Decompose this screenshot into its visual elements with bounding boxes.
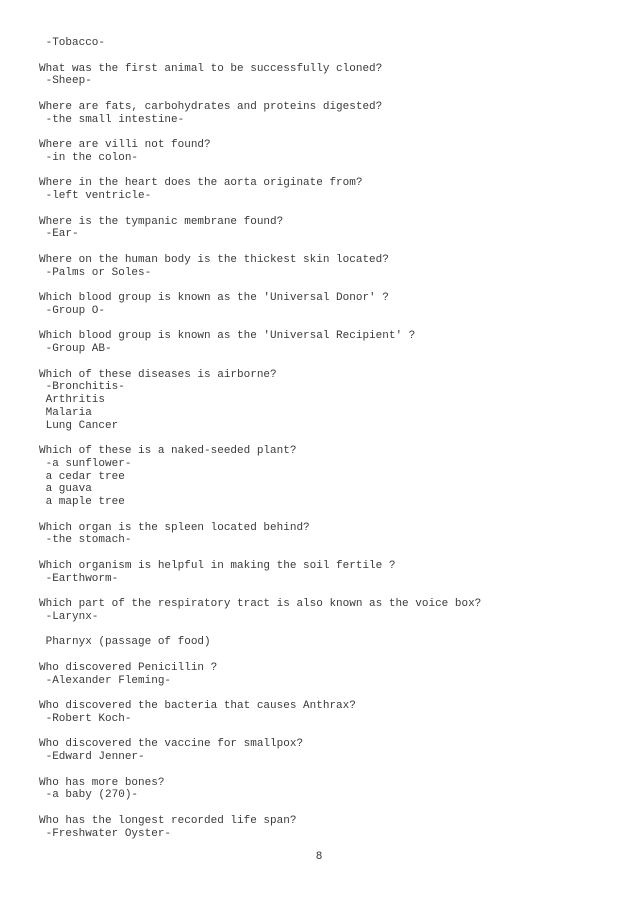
- blank-line: [39, 649, 619, 662]
- text-line: Which organ is the spleen located behind?: [39, 521, 310, 534]
- blank-line: [39, 356, 619, 369]
- text-line: -Freshwater Oyster-: [39, 827, 172, 840]
- text-line: -Group AB-: [39, 343, 112, 355]
- text-line: -a baby (270)-: [39, 789, 139, 802]
- text-line: Who discovered Penicillin ?: [39, 661, 218, 674]
- text-line: -Earthworm-: [39, 572, 119, 585]
- text-line: Pharnyx (passage of food): [39, 636, 211, 649]
- text-line: a guava: [39, 483, 92, 496]
- text-line: What was the first animal to be successfully cloned?: [39, 62, 383, 75]
- text-line: Lung Cancer: [39, 419, 119, 432]
- blank-line: [39, 585, 619, 598]
- blank-line: [39, 241, 619, 254]
- text-line: Who discovered the vaccine for smallpox?: [39, 738, 304, 751]
- blank-line: [39, 318, 619, 331]
- blank-line: [39, 509, 619, 522]
- text-line: -Palms or Soles-: [39, 266, 152, 279]
- text-line: -the stomach-: [39, 534, 132, 547]
- blank-line: [39, 624, 619, 637]
- text-line: Which of these is a naked-seeded plant?: [39, 445, 297, 457]
- text-line: Which blood group is known as the 'Universal Recipient' ?: [39, 330, 416, 343]
- text-line: -a sunflower-: [39, 457, 132, 470]
- blank-line: [39, 50, 619, 63]
- blank-line: [39, 165, 619, 178]
- text-line: -Group O-: [39, 304, 106, 317]
- text-line: -Larynx-: [39, 610, 99, 623]
- document-body: [39, 37, 619, 840]
- text-line: -Bronchitis-: [39, 381, 125, 394]
- text-line: Which blood group is known as the 'Universal Donor' ?: [39, 292, 389, 304]
- text-line: -Robert Koch-: [39, 712, 132, 725]
- blank-line: [39, 203, 619, 216]
- text-line: Where in the heart does the aorta originate from?: [39, 177, 363, 190]
- text-line: Who has the longest recorded life span?: [39, 814, 297, 827]
- text-line: -Edward Jenner-: [39, 751, 145, 763]
- text-line: -Ear-: [39, 228, 79, 241]
- text-line: -Sheep-: [39, 75, 92, 88]
- blank-line: [39, 126, 619, 139]
- blank-line: [39, 764, 619, 777]
- text-line: Where are fats, carbohydrates and proteins digested?: [39, 100, 383, 113]
- blank-line: [39, 726, 619, 739]
- blank-line: [39, 802, 619, 815]
- text-line: -in the colon-: [39, 151, 139, 164]
- text-line: Where are villi not found?: [39, 139, 211, 151]
- text-line: Arthritis: [39, 394, 106, 406]
- text-line: -left ventricle-: [39, 190, 152, 202]
- text-line: a cedar tree: [39, 470, 125, 483]
- text-line: Where is the tympanic membrane found?: [39, 215, 284, 228]
- text-line: Where on the human body is the thickest skin located?: [39, 253, 389, 266]
- text-line: -Alexander Fleming-: [39, 674, 172, 687]
- text-line: Who discovered the bacteria that causes Anthrax?: [39, 700, 356, 712]
- blank-line: [39, 687, 619, 700]
- text-line: -Tobacco-: [39, 37, 106, 49]
- blank-line: [39, 88, 619, 101]
- blank-line: [39, 279, 619, 292]
- text-line: Which organism is helpful in making the soil fertile ?: [39, 559, 396, 572]
- blank-line: [39, 432, 619, 445]
- text-line: Who has more bones?: [39, 776, 165, 789]
- text-line: -the small intestine-: [39, 113, 185, 126]
- text-line: Malaria: [39, 406, 92, 419]
- text-line: a maple tree: [39, 496, 125, 508]
- text-line: Which part of the respiratory tract is also known as the voice box?: [39, 598, 482, 610]
- page-number: 8: [315, 850, 323, 862]
- blank-line: [39, 547, 619, 560]
- text-line: Which of these diseases is airborne?: [39, 368, 277, 381]
